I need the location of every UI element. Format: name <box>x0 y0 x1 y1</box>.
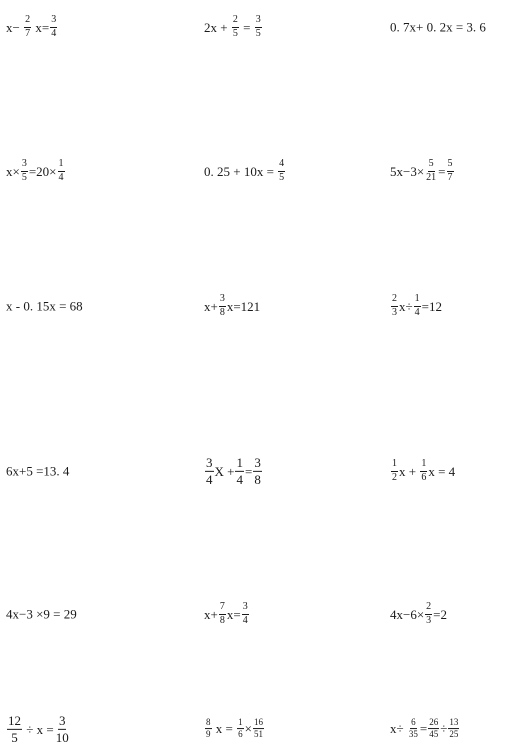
fraction-denominator: 3 <box>392 306 397 318</box>
equation-text: 0. 25 + 10x = <box>204 163 278 179</box>
fraction-denominator: 8 <box>254 471 261 487</box>
fraction-numerator: 5 <box>428 159 435 172</box>
fraction-numerator: 1 <box>236 454 243 470</box>
equation <box>204 15 263 39</box>
fraction-denominator: 5 <box>21 171 27 183</box>
fraction <box>425 159 437 183</box>
equation <box>6 608 77 621</box>
fraction <box>391 294 398 318</box>
equation-text: x+ <box>204 606 218 622</box>
fraction <box>219 602 226 626</box>
fraction <box>253 456 262 486</box>
equation <box>6 465 69 478</box>
equation-text: =12 <box>421 298 442 314</box>
equation-text: x = 4 <box>428 463 456 479</box>
fraction-denominator: 8 <box>219 306 225 318</box>
fraction <box>232 15 239 39</box>
fraction <box>414 294 421 318</box>
equation-text: x=121 <box>226 298 261 314</box>
equation-text: ÷ <box>440 721 448 737</box>
equation-text: × <box>244 721 252 737</box>
fraction-numerator: 1 <box>414 294 421 307</box>
fraction-numerator: 3 <box>58 712 66 728</box>
equation-text: 0. 7x+ 0. 2x = 3. 6 <box>390 19 486 35</box>
equation-text: x= <box>32 19 50 35</box>
fraction-denominator: 9 <box>206 729 211 740</box>
fraction <box>205 456 214 486</box>
fraction-denominator: 7 <box>25 27 31 39</box>
fraction-denominator: 4 <box>242 614 248 626</box>
fraction-denominator: 5 <box>279 171 285 183</box>
fraction-denominator: 45 <box>429 729 439 740</box>
fraction-numerator: 7 <box>219 602 226 615</box>
equation <box>390 21 486 34</box>
equation-text: x+ <box>204 298 218 314</box>
equation <box>390 159 455 183</box>
equation <box>204 159 286 183</box>
equation-text: x = <box>212 721 237 737</box>
equation <box>390 459 455 483</box>
fraction-numerator: 4 <box>278 159 285 172</box>
fraction-numerator: 16 <box>253 718 264 729</box>
fraction-denominator: 21 <box>426 171 437 183</box>
fraction-denominator: 5 <box>11 729 18 745</box>
fraction <box>55 714 70 744</box>
fraction <box>219 294 226 318</box>
fraction-numerator: 6 <box>410 718 417 729</box>
fraction-numerator: 3 <box>219 294 226 307</box>
fraction-numerator: 12 <box>8 712 21 728</box>
fraction-numerator: 5 <box>447 159 454 172</box>
fraction-denominator: 5 <box>232 27 238 39</box>
equation-text: = <box>438 163 446 179</box>
fraction <box>447 159 454 183</box>
equation-text: =20× <box>28 163 57 179</box>
equation-text: = <box>244 463 253 479</box>
fraction-denominator: 4 <box>414 306 420 318</box>
equation <box>6 159 66 183</box>
fraction <box>237 718 244 740</box>
equation-text: x÷ <box>390 721 407 737</box>
fraction <box>278 159 285 183</box>
fraction-numerator: 3 <box>50 15 57 28</box>
fraction-numerator: 3 <box>255 15 262 28</box>
fraction-denominator: 35 <box>408 729 418 740</box>
equation-text: x− <box>6 19 24 35</box>
fraction-denominator: 4 <box>51 27 57 39</box>
equation-text: x= <box>226 606 241 622</box>
fraction <box>448 718 459 740</box>
equation-text: x - 0. 15x = 68 <box>6 298 83 314</box>
fraction-numerator: 3 <box>242 602 249 615</box>
fraction <box>235 456 244 486</box>
fraction <box>21 159 28 183</box>
equation <box>6 15 58 39</box>
equation <box>390 602 447 626</box>
fraction-denominator: 3 <box>426 614 432 626</box>
fraction-numerator: 2 <box>24 15 31 28</box>
fraction <box>242 602 249 626</box>
equation <box>204 294 260 318</box>
fraction-denominator: 5 <box>255 27 261 39</box>
equation-text: 4x−6× <box>390 606 425 622</box>
fraction-numerator: 26 <box>428 718 439 729</box>
fraction-denominator: 7 <box>447 171 453 183</box>
fraction-numerator: 3 <box>21 159 28 172</box>
equation-text: x÷ <box>399 298 413 314</box>
fraction-numerator: 1 <box>58 159 65 172</box>
equation-text: = <box>239 19 254 35</box>
equation-text: =2 <box>433 606 448 622</box>
fraction-numerator: 1 <box>420 459 427 472</box>
fraction-numerator: 8 <box>205 718 212 729</box>
equation <box>204 456 263 486</box>
fraction <box>408 718 419 740</box>
fraction <box>205 718 212 740</box>
fraction-denominator: 8 <box>219 614 225 626</box>
equation-text: ÷ x = <box>23 721 54 737</box>
fraction-denominator: 6 <box>238 729 243 740</box>
equation-text: X + <box>214 463 235 479</box>
fraction <box>253 718 264 740</box>
fraction <box>7 714 22 744</box>
fraction-numerator: 2 <box>425 602 432 615</box>
equation <box>204 718 265 740</box>
equation-text: x + <box>399 463 420 479</box>
fraction-numerator: 2 <box>232 15 239 28</box>
equation-text: 5x−3× <box>390 163 425 179</box>
equation <box>390 718 460 740</box>
fraction <box>420 459 427 483</box>
fraction-numerator: 1 <box>237 718 244 729</box>
fraction-denominator: 10 <box>55 729 69 745</box>
fraction <box>428 718 439 740</box>
fraction-denominator: 51 <box>253 729 263 740</box>
fraction-numerator: 13 <box>448 718 459 729</box>
fraction <box>425 602 432 626</box>
fraction <box>255 15 262 39</box>
equation-text: = <box>419 721 428 737</box>
fraction-numerator: 3 <box>254 454 261 470</box>
fraction-denominator: 6 <box>421 471 427 483</box>
equation-text: 4x−3 ×9 = 29 <box>6 606 77 622</box>
equation-text: 2x + <box>204 19 231 35</box>
fraction-denominator: 4 <box>58 171 64 183</box>
equation-text: 6x+5 =13. 4 <box>6 463 70 479</box>
equation <box>204 602 250 626</box>
equation-text: x× <box>6 163 20 179</box>
fraction-numerator: 2 <box>391 294 398 307</box>
fraction <box>24 15 31 39</box>
fraction <box>391 459 398 483</box>
equation <box>390 294 442 318</box>
fraction-denominator: 4 <box>206 471 213 487</box>
fraction-numerator: 3 <box>206 454 213 470</box>
fraction <box>58 159 65 183</box>
equation <box>6 300 83 313</box>
fraction <box>50 15 57 39</box>
equation <box>6 714 71 744</box>
fraction-denominator: 25 <box>449 729 459 740</box>
fraction-denominator: 2 <box>392 471 397 483</box>
fraction-denominator: 4 <box>236 471 243 487</box>
fraction-numerator: 1 <box>391 459 398 472</box>
